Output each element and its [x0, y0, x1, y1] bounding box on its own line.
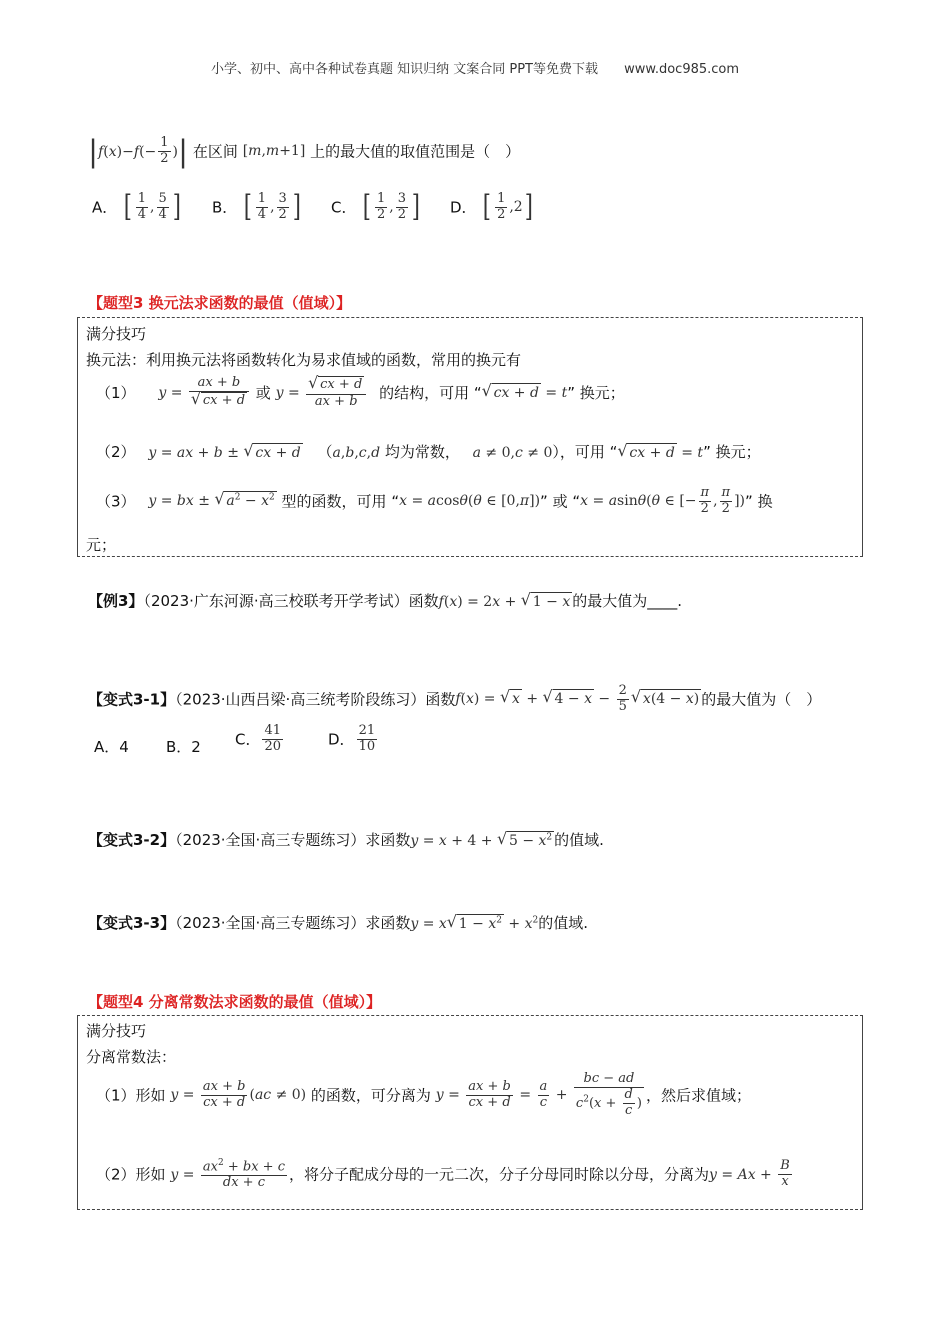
- option-b-label: B．: [212, 198, 238, 217]
- variant-3-1-option-b[interactable]: B．2: [166, 738, 201, 756]
- type3-tips-title: 满分技巧: [86, 325, 147, 343]
- option-d[interactable]: [450, 189, 534, 225]
- type4-item1: （1）形如 y = $\frac{ax + b}{cx + d}$ (ac ≠ 0) 的函数，可分离为 y = $\frac{ax + b}{cx + d}$ = $\frac{a}{c}$ + bc − ad $c^2(x$ + $\frac{d}{c}$ ) ，然后求值域；: [96, 1071, 751, 1118]
- option-b-math: [ $\frac{1}{4}$ , $\frac{3}{2}$ ]: [243, 189, 301, 225]
- option-c-label: C．: [331, 198, 357, 217]
- option-c-math: [ $\frac{1}{2}$ , $\frac{3}{2}$ ]: [363, 189, 420, 225]
- variant-3-1-option-d[interactable]: D． $\frac{21}{10}$: [328, 723, 376, 754]
- type3-item2: （2） y = ax + b ± √ cx + d （a,b,c,d 均为常数， a ≠ 0,c ≠ 0），可用 “√ cx + d = t” 换元；: [96, 441, 761, 462]
- abs-expression: |f(x)−f(− $\frac{1}{2}$ )|: [88, 134, 189, 169]
- interval-expression: [m,m+1]: [242, 143, 306, 159]
- option-c[interactable]: [331, 189, 422, 225]
- example-3: 【例3】（2023·广东河源·高三校联考开学考试）函数f(x) = 2x + √ 1 − x 的最大值为____.: [88, 590, 682, 611]
- question-continuation: [88, 134, 520, 169]
- type4-heading: 【题型4 分离常数法求函数的最值（值域）】: [88, 993, 382, 1011]
- type3-item3: （3） y = bx ± √ $a^2 - x^2$ 型的函数，可用 “x = acosθ(θ ∈ [0,π])” 或 “x = asinθ(θ ∈ [− $\frac{\pi}{2}$ , $\frac{\pi}{2}$ ])” 换: [96, 486, 773, 517]
- option-b[interactable]: [212, 189, 303, 225]
- variant-3-2: 【变式3-2】（2023·全国·高三专题练习）求函数y = x + 4 + √ $5 - x^2$ 的值域.: [88, 829, 604, 850]
- variant-3-1-option-c[interactable]: C． $\frac{41}{20}$: [235, 723, 282, 754]
- option-a-label: A．: [92, 198, 118, 217]
- header-text: 小学、初中、高中各种试卷真题 知识归纳 文案合同 PPT等免费下载: [210, 62, 598, 77]
- header-url[interactable]: www.doc985.com: [624, 62, 740, 77]
- type4-tips-title: 满分技巧: [86, 1022, 147, 1040]
- type3-intro: 换元法：利用换元法将函数转化为易求值域的函数，常用的换元有: [86, 351, 522, 369]
- type4-intro: 分离常数法：: [86, 1048, 177, 1066]
- variant-3-3: 【变式3-3】（2023·全国·高三专题练习）求函数y = x√ $1 - x^2 + x^2$的值域.: [88, 912, 588, 933]
- option-d-label: D．: [450, 198, 477, 217]
- type3-heading: 【题型3 换元法求函数的最值（值域）】: [88, 294, 352, 312]
- option-d-math: [ $\frac{1}{2}$ ,2]: [483, 189, 533, 225]
- option-a-math: [ $\frac{1}{4}$ , $\frac{5}{4}$ ]: [123, 189, 181, 225]
- variant-3-1-option-a[interactable]: A．4: [94, 738, 129, 756]
- type3-item1: （1） y = ax + b √ cx + d 或 y = √ $\frac{cx + d}{ax + b}$ 的结构，可用 “√ cx + d = t” 换元；: [96, 376, 625, 410]
- option-a[interactable]: [92, 189, 183, 225]
- type3-item3-tail: 元；: [86, 536, 117, 554]
- variant-3-1: 【变式3-1】（2023·山西吕梁·高三统考阶段练习）函数f(x) = √ x + √ 4 − x − $\frac{2}{5}$ √ x(4 − x) 的最大值为（ ）: [88, 684, 821, 715]
- question-text-1: 在区间: [192, 142, 238, 161]
- question-text-2: 上的最大值的取值范围是（ ）: [310, 142, 521, 161]
- type4-item2: （2）形如 y = $\frac{ax^2 + bx + c}{dx + c}$ ，将分子配成分母的一元二次，分子分母同时除以分母，分离为y = Ax + $\frac{B}{x}$: [96, 1158, 790, 1191]
- page-header: [0, 58, 950, 77]
